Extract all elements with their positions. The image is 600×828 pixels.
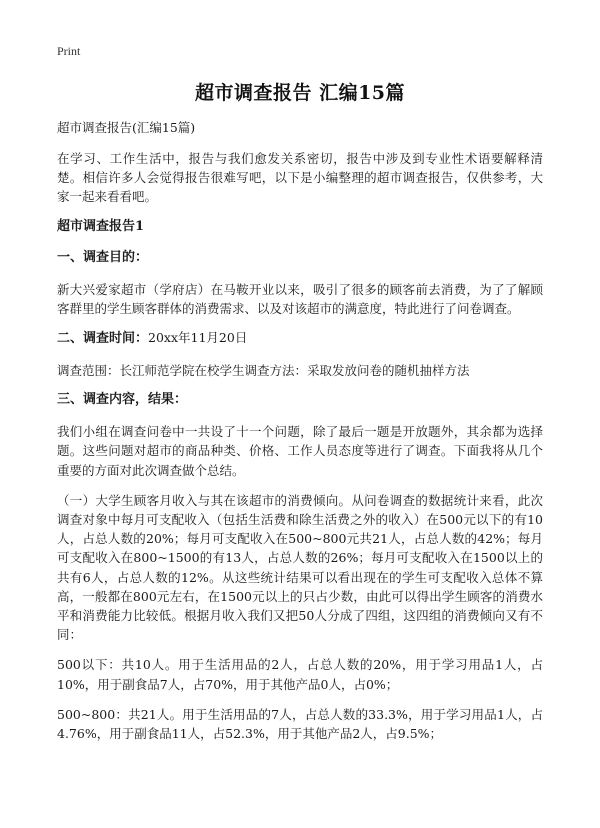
page-title: 超市调查报告 汇编15篇 [194,82,406,104]
content-paragraph: 我们小组在调查问卷中一共设了十一个问题，除了最后一题是开放题外，其余都为选择题。这些问题对超市的商品种类、价格、工作人员态度等进行了调查。下面我将从几个重要的方面对此次调查做个总结。 [57,424,543,478]
purpose-heading: 一、调查目的： [57,249,149,265]
content-heading: 三、调查内容，结果： [57,392,188,408]
time-heading-row [57,329,543,348]
document-body [57,119,543,754]
document-subtitle: 超市调查报告(汇编15篇) [57,120,196,135]
scope-paragraph: 调查范围：长江师范学院在校学生调查方法：采取发放问卷的随机抽样方法 [57,363,470,379]
print-link[interactable]: Print [57,44,81,58]
income-paragraph: （一）大学生顾客月收入与其在该超市的消费倾向。从问卷调查的数据统计来看，此次调查对象中每月可支配收入（包括生活费和除生活费之外的收入）在500元以下的有10人，占总人数的20%；每月可支配收入在500~800元共21人，占总人数的42%；每月可支配收入在800~1500的有13人，占总人数的26%；每月可支配收入在1500以上的共有6人，占总人数的12%。从这些统计结果可以看出现在的学生可支配收入总体不算高，一般都在800元左右，在1500元以上的只占少数，由此可以得出学生顾客的消费水平和消费能力比较低。根据月收入我们又把50人分成了四组，这四组的消费倾向又有不同： [57,492,543,643]
group1-paragraph: 500以下：共10人。用于生活用品的2人，占总人数的20%，用于学习用品1人，占10%，用于副食品7人，占70%，用于其他产品0人，占0%； [57,657,543,692]
intro-paragraph: 在学习、工作生活中，报告与我们愈发关系密切，报告中涉及到专业性术语要解释清楚。相信许多人会觉得报告很难写吧，以下是小编整理的超市调查报告，仅供参考，大家一起来看看吧。 [57,151,543,205]
time-heading: 二、调查时间： [57,331,149,347]
report-title: 超市调查报告1 [57,218,145,234]
group2-paragraph: 500~800：共21人。用于生活用品的7人，占总人数的33.3%，用于学习用品1人，占4.76%，用于副食品11人，占52.3%，用于其他产品2人，占9.5%； [57,706,543,742]
purpose-paragraph: 新大兴爱家超市（学府店）在马鞍开业以来，吸引了很多的顾客前去消费，为了了解顾客群里的学生顾客群体的消费需求、以及对该超市的满意度，特此进行了问卷调查。 [57,281,543,316]
time-value: 20xx年11月20日 [148,330,248,346]
